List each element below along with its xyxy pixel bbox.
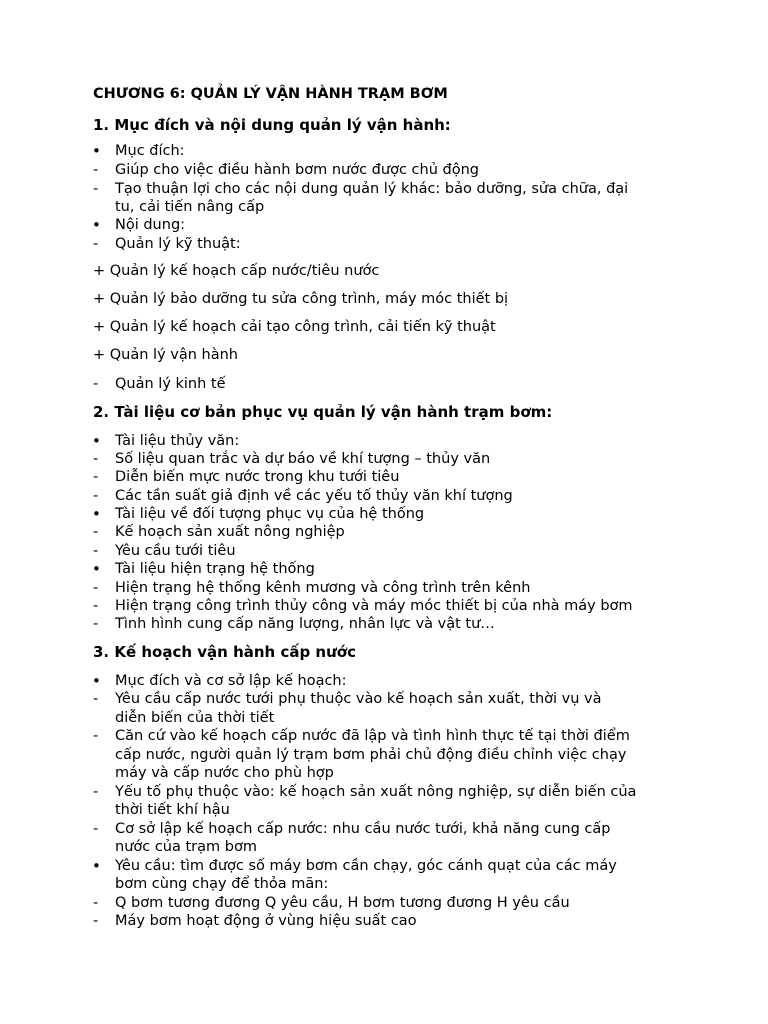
list-item-text: thời tiết khí hậu	[115, 802, 230, 818]
list-item-text: Yêu cầu cấp nước tưới phụ thuộc vào kế hoạch sản xuất, thời vụ và	[115, 691, 602, 707]
list-item-text: Yêu cầu: tìm được số máy bơm cần chạy, góc cánh quạt của các máy	[115, 858, 617, 874]
list-item-text: tu, cải tiến nâng cấp	[115, 199, 265, 215]
plus-item: + Quản lý vận hành	[93, 347, 238, 363]
plus-item: + Quản lý kế hoạch cấp nước/tiêu nước	[93, 263, 380, 279]
list-item-text: Hiện trạng công trình thủy công và máy móc thiết bị của nhà máy bơm	[115, 598, 633, 614]
bullet-marker: •	[92, 216, 101, 234]
list-item-text: Yếu tố phụ thuộc vào: kế hoạch sản xuất nông nghiệp, sự diễn biến của	[115, 784, 637, 800]
list-item-text: Quản lý kỹ thuật:	[115, 236, 241, 252]
dash-marker: -	[93, 913, 99, 929]
dash-marker: -	[93, 469, 99, 485]
dash-marker: -	[93, 784, 99, 800]
dash-marker: -	[93, 376, 99, 392]
plus-item: + Quản lý bảo dưỡng tu sửa công trình, máy móc thiết bị	[93, 291, 509, 307]
list-item-text: cấp nước, người quản lý trạm bơm phải chủ động điều chỉnh việc chạy	[115, 747, 627, 763]
list-item-text: Mục đích và cơ sở lập kế hoạch:	[115, 673, 347, 689]
list-item-text: Tài liệu thủy văn:	[115, 433, 240, 449]
list-item-text: Mục đích:	[115, 143, 185, 159]
section-3-heading: 3. Kế hoạch vận hành cấp nước	[93, 643, 356, 661]
list-item-text: Máy bơm hoạt động ở vùng hiệu suất cao	[115, 913, 417, 929]
bullet-marker: •	[92, 672, 101, 690]
dash-marker: -	[93, 488, 99, 504]
dash-marker: -	[93, 181, 99, 197]
dash-marker: -	[93, 821, 99, 837]
list-item-text: máy và cấp nước cho phù hợp	[115, 765, 334, 781]
list-item-text: Căn cứ vào kế hoạch cấp nước đã lập và tình hình thực tế tại thời điểm	[115, 728, 630, 744]
list-item-text: diễn biến của thời tiết	[115, 710, 275, 726]
list-item-text: Các tần suất giả định về các yếu tố thủy văn khí tượng	[115, 488, 513, 504]
chapter-title: CHƯƠNG 6: QUẢN LÝ VẬN HÀNH TRẠM BƠM	[93, 86, 448, 102]
list-item-text: Tạo thuận lợi cho các nội dung quản lý khác: bảo dưỡng, sửa chữa, đại	[115, 181, 629, 197]
list-item-text: Tài liệu hiện trạng hệ thống	[115, 561, 315, 577]
bullet-marker: •	[92, 142, 101, 160]
plus-item: + Quản lý kế hoạch cải tạo công trình, cải tiến kỹ thuật	[93, 319, 496, 335]
dash-marker: -	[93, 236, 99, 252]
list-item-text: Kế hoạch sản xuất nông nghiệp	[115, 524, 345, 540]
list-item-text: Số liệu quan trắc và dự báo về khí tượng – thủy văn	[115, 451, 491, 467]
dash-marker: -	[93, 451, 99, 467]
list-item-text: Hiện trạng hệ thống kênh mương và công trình trên kênh	[115, 580, 531, 596]
bullet-marker: •	[92, 505, 101, 523]
dash-marker: -	[93, 598, 99, 614]
list-item-text: Giúp cho việc điều hành bơm nước được chủ động	[115, 162, 479, 178]
list-item-text: bơm cùng chạy để thỏa mãn:	[115, 876, 329, 892]
dash-marker: -	[93, 580, 99, 596]
dash-marker: -	[93, 616, 99, 632]
dash-marker: -	[93, 543, 99, 559]
dash-marker: -	[93, 728, 99, 744]
dash-marker: -	[93, 895, 99, 911]
list-item-text: Yêu cầu tưới tiêu	[115, 543, 236, 559]
bullet-marker: •	[92, 560, 101, 578]
list-item-text: Cơ sở lập kế hoạch cấp nước: nhu cầu nước tưới, khả năng cung cấp	[115, 821, 611, 837]
dash-marker: -	[93, 162, 99, 178]
list-item-text: Diễn biến mực nước trong khu tưới tiêu	[115, 469, 400, 485]
section-2-heading: 2. Tài liệu cơ bản phục vụ quản lý vận hành trạm bơm:	[93, 403, 553, 421]
list-item-text: Q bơm tương đương Q yêu cầu, H bơm tương đương H yêu cầu	[115, 895, 570, 911]
list-item-text: Tài liệu về đối tượng phục vụ của hệ thống	[115, 506, 425, 522]
section-1-heading: 1. Mục đích và nội dung quản lý vận hành:	[93, 116, 451, 134]
list-item-text: Quản lý kinh tế	[115, 376, 226, 392]
bullet-marker: •	[92, 857, 101, 875]
dash-marker: -	[93, 691, 99, 707]
dash-marker: -	[93, 524, 99, 540]
list-item-text: nước của trạm bơm	[115, 839, 257, 855]
list-item-text: Nội dung:	[115, 217, 186, 233]
list-item-text: Tình hình cung cấp năng lượng, nhân lực và vật tư…	[115, 616, 495, 632]
bullet-marker: •	[92, 432, 101, 450]
